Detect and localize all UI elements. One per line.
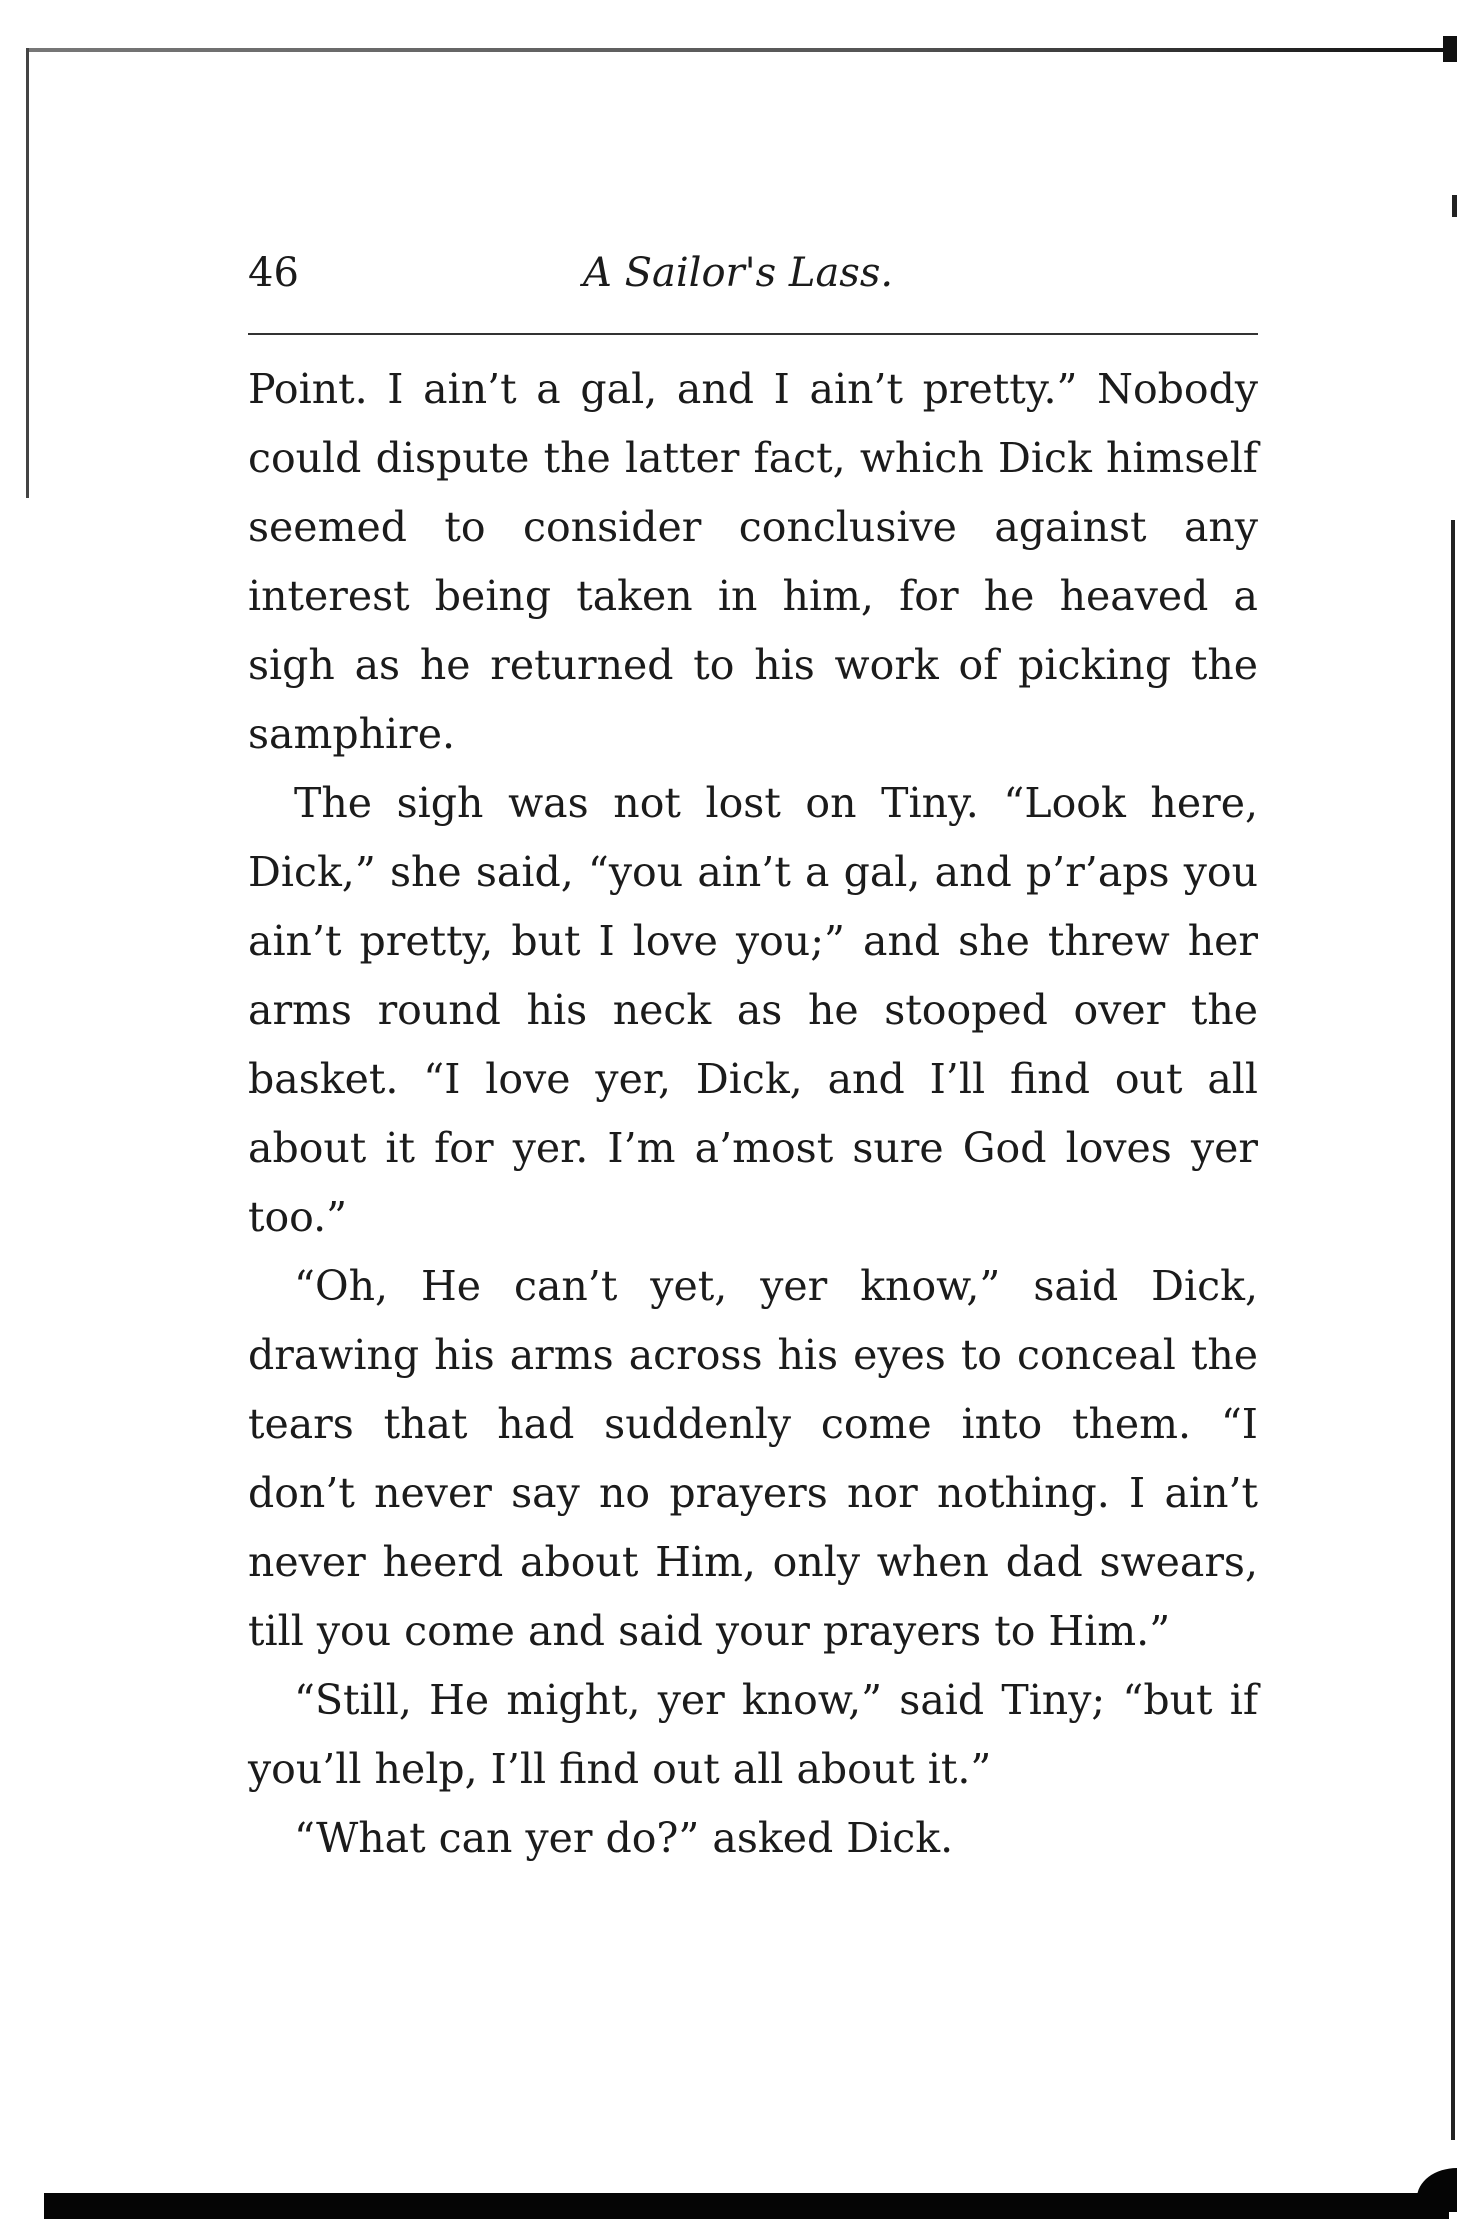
scan-border-right — [1451, 520, 1455, 2140]
paragraph-5: “What can yer do?” asked Dick. — [294, 1814, 954, 1862]
scan-border-mark — [1452, 195, 1457, 217]
scan-border-top — [28, 48, 1448, 52]
scan-border-left — [26, 48, 29, 498]
paragraph-4: “Still, He might, yer know,” said Tiny; “but if you’ll help, I’ll find out all about it.” — [248, 1676, 1258, 1793]
paragraph-2: The sigh was not lost on Tiny. “Look here, Dick,” she said, “you ain’t a gal, and p’r’aps you ain’t pretty, but I love you;” and she threw her arms round his neck as he stooped over the basket. “I love yer, Dick, and I’ll find out all about it for yer. I’m a’most sure God loves yer too.” — [248, 779, 1258, 1241]
paragraph-1: Point. I ain’t a gal, and I ain’t pretty.” Nobody could dispute the latter fact, which Dick himself seemed to consider conclusive against any interest being taken in him, for he heaved a sigh as he returned to his work of picking the samphire. — [248, 365, 1258, 758]
running-title: A Sailor's Lass. — [583, 250, 894, 296]
header-rule — [248, 333, 1258, 335]
page-number: 46 — [248, 250, 299, 296]
scan-border-bottom — [44, 2193, 1449, 2219]
book-page — [248, 250, 1258, 1862]
body-text — [248, 355, 1258, 1873]
paragraph-3: “Oh, He can’t yet, yer know,” said Dick, drawing his arms across his eyes to conceal the tears that had suddenly come into them. “I don’t never say no prayers nor nothing. I ain’t never heerd about Him, only when dad swears, till you come and said your prayers to Him.” — [248, 1262, 1258, 1655]
scan-border-bottom-corner — [1417, 2168, 1457, 2212]
running-head — [248, 250, 1258, 310]
scan-border-corner — [1443, 36, 1457, 62]
